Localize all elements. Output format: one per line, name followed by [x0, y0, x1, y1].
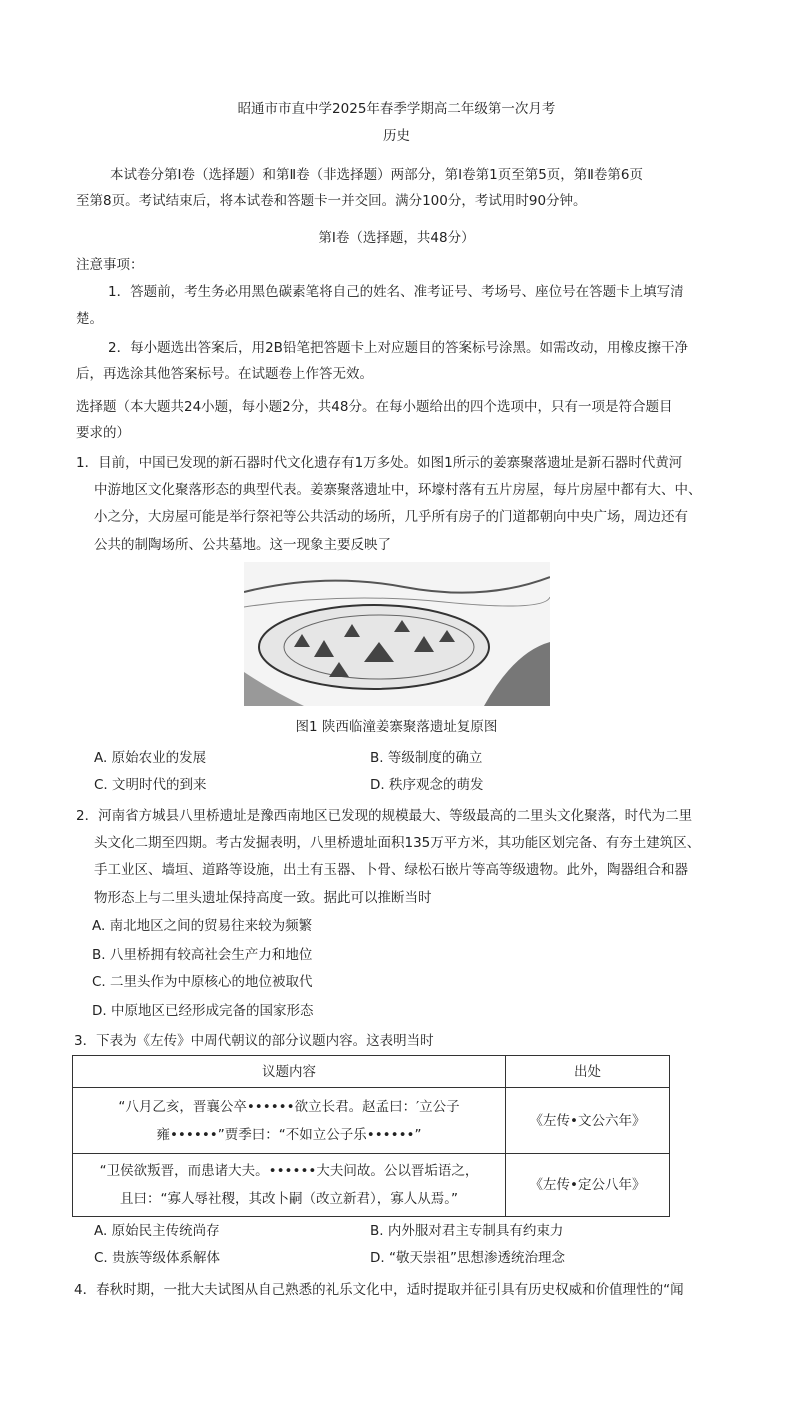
subject-title: 历史	[383, 128, 410, 144]
table-row	[73, 1154, 670, 1217]
q1-stem: 1．目前，中国已发现的新石器时代文化遗存有1万多处。如图1所示的姜寨聚落遗址是新石器时代黄河	[76, 455, 683, 471]
q3-table	[72, 1055, 670, 1217]
q4-stem: 4．春秋时期，一批大夫试图从自己熟悉的礼乐文化中，适时提取并征引具有历史权威和价值理性的“闻	[74, 1282, 684, 1298]
q3-option-a: A. 原始民主传统尚存	[94, 1223, 220, 1239]
q2-stem: 物形态上与二里头遗址保持高度一致。据此可以推断当时	[94, 890, 432, 906]
note-line: 1．答题前，考生务必用黑色碳素笔将自己的姓名、准考证号、考场号、座位号在答题卡上填写清	[108, 284, 684, 300]
note-line: 2．每小题选出答案后，用2B铅笔把答题卡上对应题目的答案标号涂黑。如需改动，用橡皮擦干净	[108, 340, 688, 356]
instructions-line: 要求的）	[76, 425, 130, 441]
settlement-illustration	[244, 562, 550, 706]
intro-line: 至第8页。考试结束后，将本试卷和答题卡一并交回。满分100分，考试用时90分钟。	[76, 193, 587, 209]
table-cell-line: 且曰：“寡人辱社稷，其改卜嗣（改立新君），寡人从焉。”	[120, 1191, 458, 1207]
table-cell-line: “八月乙亥，晋襄公卒••••••欲立长君。赵孟曰：′立公子	[118, 1098, 460, 1115]
q2-stem: 头文化二期至四期。考古发掘表明，八里桥遗址面积135万平方米，其功能区划完备、有夯土建筑区、	[94, 835, 701, 851]
q1-option-c: C. 文明时代的到来	[94, 777, 207, 793]
table-row	[73, 1088, 670, 1154]
q2-stem: 2．河南省方城县八里桥遗址是豫西南地区已发现的规模最大、等级最高的二里头文化聚落，时代为二里	[76, 808, 693, 824]
q3-option-b: B. 内外服对君主专制具有约束力	[370, 1223, 564, 1239]
table-cell-line: “卫侯欲叛晋，而患诸大夫。••••••大夫问故。公以晋垢语之，	[99, 1163, 479, 1179]
instructions-line: 选择题（本大题共24小题，每小题2分，共48分。在每小题给出的四个选项中，只有一项是符合题目	[76, 399, 673, 415]
table-header: 议题内容	[73, 1056, 506, 1088]
q3-option-d: D. “敬天崇祖”思想渗透统治理念	[370, 1250, 565, 1266]
q1-stem: 中游地区文化聚落形态的典型代表。姜寨聚落遗址中，环壕村落有五片房屋，每片房屋中都有大、中、	[94, 482, 702, 498]
q1-stem: 公共的制陶场所、公共墓地。这一现象主要反映了	[94, 537, 391, 553]
note-line: 后，再选涂其他答案标号。在试题卷上作答无效。	[76, 366, 373, 382]
q2-stem: 手工业区、墙垣、道路等设施，出土有玉器、卜骨、绿松石嵌片等高等级遗物。此外，陶器组合和器	[94, 862, 688, 878]
q1-option-b: B. 等级制度的确立	[370, 750, 483, 766]
table-header: 出处	[506, 1056, 670, 1088]
q2-option-b: B. 八里桥拥有较高社会生产力和地位	[92, 947, 313, 963]
table-cell-line: 雍••••••”贾季曰：“不如立公子乐••••••”	[156, 1126, 422, 1143]
q2-option-a: A. 南北地区之间的贸易往来较为频繁	[92, 918, 313, 934]
figure-caption: 图1 陕西临潼姜寨聚落遗址复原图	[295, 719, 498, 735]
section-title: 第Ⅰ卷（选择题，共48分）	[318, 230, 475, 246]
note-line: 楚。	[76, 311, 103, 327]
q3-stem: 3．下表为《左传》中周代朝议的部分议题内容。这表明当时	[74, 1033, 434, 1049]
exam-title: 昭通市市直中学2025年春季学期高二年级第一次月考	[237, 101, 556, 117]
table-cell-source: 《左传•文公六年》	[506, 1088, 670, 1154]
table-cell-source: 《左传•定公八年》	[506, 1154, 670, 1217]
notes-label: 注意事项：	[76, 257, 144, 273]
q1-stem: 小之分，大房屋可能是举行祭祀等公共活动的场所，几乎所有房子的门道都朝向中央广场，周边还有	[94, 509, 688, 525]
q2-option-d: D. 中原地区已经形成完备的国家形态	[92, 1003, 314, 1019]
q1-option-a: A. 原始农业的发展	[94, 750, 207, 766]
intro-line: 本试卷分第Ⅰ卷（选择题）和第Ⅱ卷（非选择题）两部分，第Ⅰ卷第1页至第5页，第Ⅱ卷第6页	[110, 167, 644, 183]
q1-option-d: D. 秩序观念的萌发	[370, 777, 484, 793]
q2-option-c: C. 二里头作为中原核心的地位被取代	[92, 974, 313, 990]
q3-option-c: C. 贵族等级体系解体	[94, 1250, 221, 1266]
